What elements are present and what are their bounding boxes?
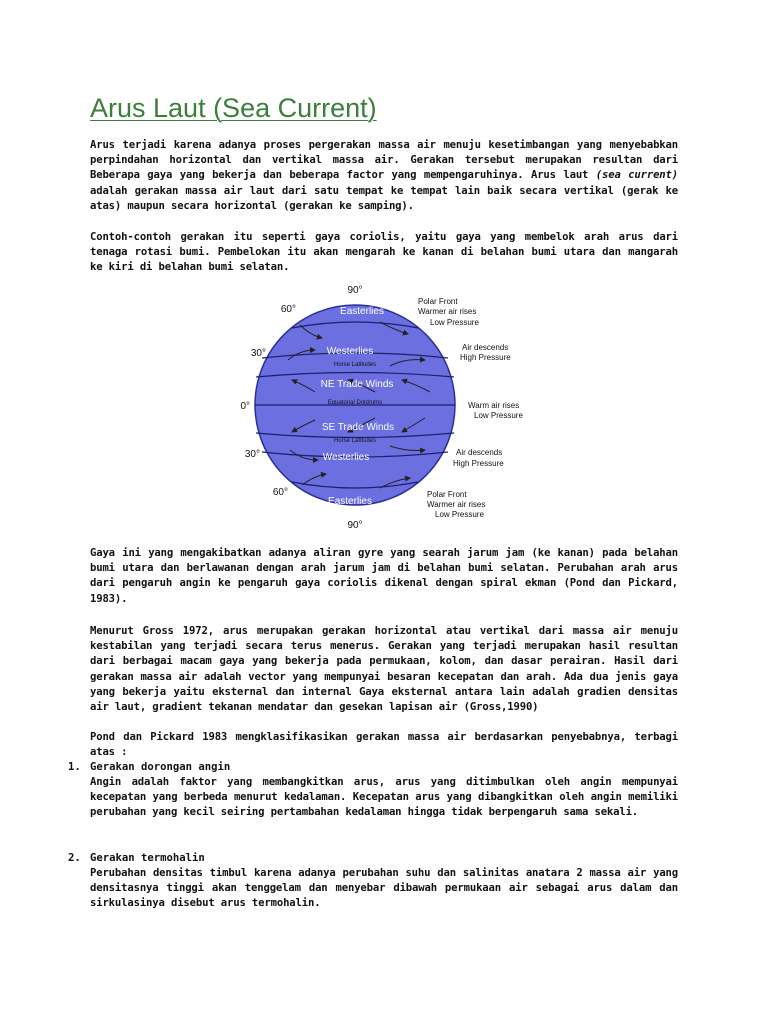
list-item-2-body: Perubahan densitas timbul karena adanya perubahan suhu dan salinitas anatara 2 massa air yang densitasnya tinggi akan tenggelam dan menyebar dibawah permukaan air sebagai arus dalam dan sirkulasinya disebut arus termohalin. xyxy=(90,867,678,910)
band-easterlies-south: Easterlies xyxy=(328,496,372,507)
paragraph-definition-text: Arus terjadi karena adanya proses pergerakan massa air menuju kesetimbangan yang menyebabkan perpindahan horizontal dan vertikal massa air. Gerakan tersebut merupakan resultan dari Beberapa gaya yang bekerja dan beberapa factor yang mempengaruhinya. Arus laut xyxy=(90,139,678,182)
note-polar-front-north-2: Warmer air rises xyxy=(418,307,477,316)
sea-current-term: (sea current) xyxy=(595,169,678,182)
global-wind-diagram xyxy=(230,280,540,530)
band-ne-trade-winds: NE Trade Winds xyxy=(320,379,394,390)
note-polar-front-south-3: Low Pressure xyxy=(435,510,484,519)
band-westerlies-south: Westerlies xyxy=(322,452,370,463)
page-title: Arus Laut (Sea Current) xyxy=(90,93,377,123)
paragraph-gyre: Gaya ini yang mengakibatkan adanya aliran gyre yang searah jarum jam (ke kanan) pada belahan bumi utara dan berlawanan dengan arah jarum jam di belahan bumi selatan. Perubahan arah arus dari pengaruh angin ke pengaruh gaya coriolis dikenal dengan spiral ekman (Pond dan Pickard, 1983). xyxy=(90,547,678,605)
label-lat-0: 0° xyxy=(240,401,250,412)
paragraph-definition xyxy=(90,138,678,214)
note-air-descends-north-2: High Pressure xyxy=(460,353,511,362)
band-horse-latitudes-north: Horse Latitudes xyxy=(333,362,377,368)
label-lat-90-north: 90° xyxy=(347,285,363,296)
label-lat-90-south: 90° xyxy=(347,520,363,530)
label-lat-30-north: 30° xyxy=(250,348,266,359)
note-polar-front-north-3: Low Pressure xyxy=(430,318,479,327)
note-polar-front-south-2: Warmer air rises xyxy=(427,500,486,509)
note-air-descends-north-1: Air descends xyxy=(462,343,509,352)
note-air-descends-south-2: High Pressure xyxy=(453,459,504,468)
band-easterlies-north: Easterlies xyxy=(340,306,384,317)
note-warm-air-rises-2: Low Pressure xyxy=(474,411,523,420)
list-item-2-title: Gerakan termohalin xyxy=(90,852,205,864)
note-polar-front-north-1: Polar Front xyxy=(418,297,458,306)
label-lat-60-north: 60° xyxy=(280,304,296,315)
label-lat-60-south: 60° xyxy=(272,487,288,498)
paragraph-classification: Pond dan Pickard 1983 mengklasifikasikan gerakan massa air berdasarkan penyebabnya, terbagi atas : xyxy=(90,731,678,759)
note-polar-front-south-1: Polar Front xyxy=(427,490,467,499)
band-horse-latitudes-south: Horse Latitudes xyxy=(333,438,377,444)
paragraph-gross: Menurut Gross 1972, arus merupakan gerakan horizontal atau vertikal dari massa air menuju kestabilan yang terjadi secara terus menerus. Gerakan yang terjadi merupakan hasil resultan dari berbagai macam gaya yang bekerja pada permukaan, kolom, dan dasar perairan. Hasil dari gerakan massa air adalah vector yang mempunyai besaran kecepatan dan arah. Ada dua jenis gaya yang bekerja yaitu eksternal dan internal Gaya eksternal antara lain adalah gradien densitas air laut, gradient tekanan mendatar dan gesekan lapisan air (Gross,1990) xyxy=(90,625,678,714)
list-item-1-body: Angin adalah faktor yang membangkitkan arus, arus yang ditimbulkan oleh angin mempunyai kecepatan yang berbeda menurut kedalaman. Kecepatan arus yang dibangkitkan oleh angin memiliki perubahan yang kecil seiring pertambahan kedalaman hingga tidak berpengaruh sama sekali. xyxy=(90,776,678,819)
list-item-2-number: 2. xyxy=(68,852,81,864)
label-lat-30-south: 30° xyxy=(244,449,260,460)
band-westerlies-north: Westerlies xyxy=(326,346,374,357)
paragraph-definition-end: adalah gerakan massa air laut dari satu tempat ke tempat lain baik secara vertikal (gerak ke atas) maupun secara horizontal (gerakan ke samping). xyxy=(90,184,678,212)
note-warm-air-rises-1: Warm air rises xyxy=(468,401,520,410)
list-item-1-number: 1. xyxy=(68,761,81,773)
paragraph-coriolis: Contoh-contoh gerakan itu seperti gaya coriolis, yaitu gaya yang membelok arah arus dari tenaga rotasi bumi. Pembelokan itu akan mengarah ke kanan di belahan bumi utara dan mangarah ke kiri di belahan bumi selatan. xyxy=(90,231,678,274)
band-equatorial-doldrums: Equatorial Doldrums xyxy=(327,400,383,406)
band-se-trade-winds: SE Trade Winds xyxy=(321,422,395,433)
note-air-descends-south-1: Air descends xyxy=(456,448,503,457)
list-item-1-title: Gerakan dorongan angin xyxy=(90,761,231,773)
